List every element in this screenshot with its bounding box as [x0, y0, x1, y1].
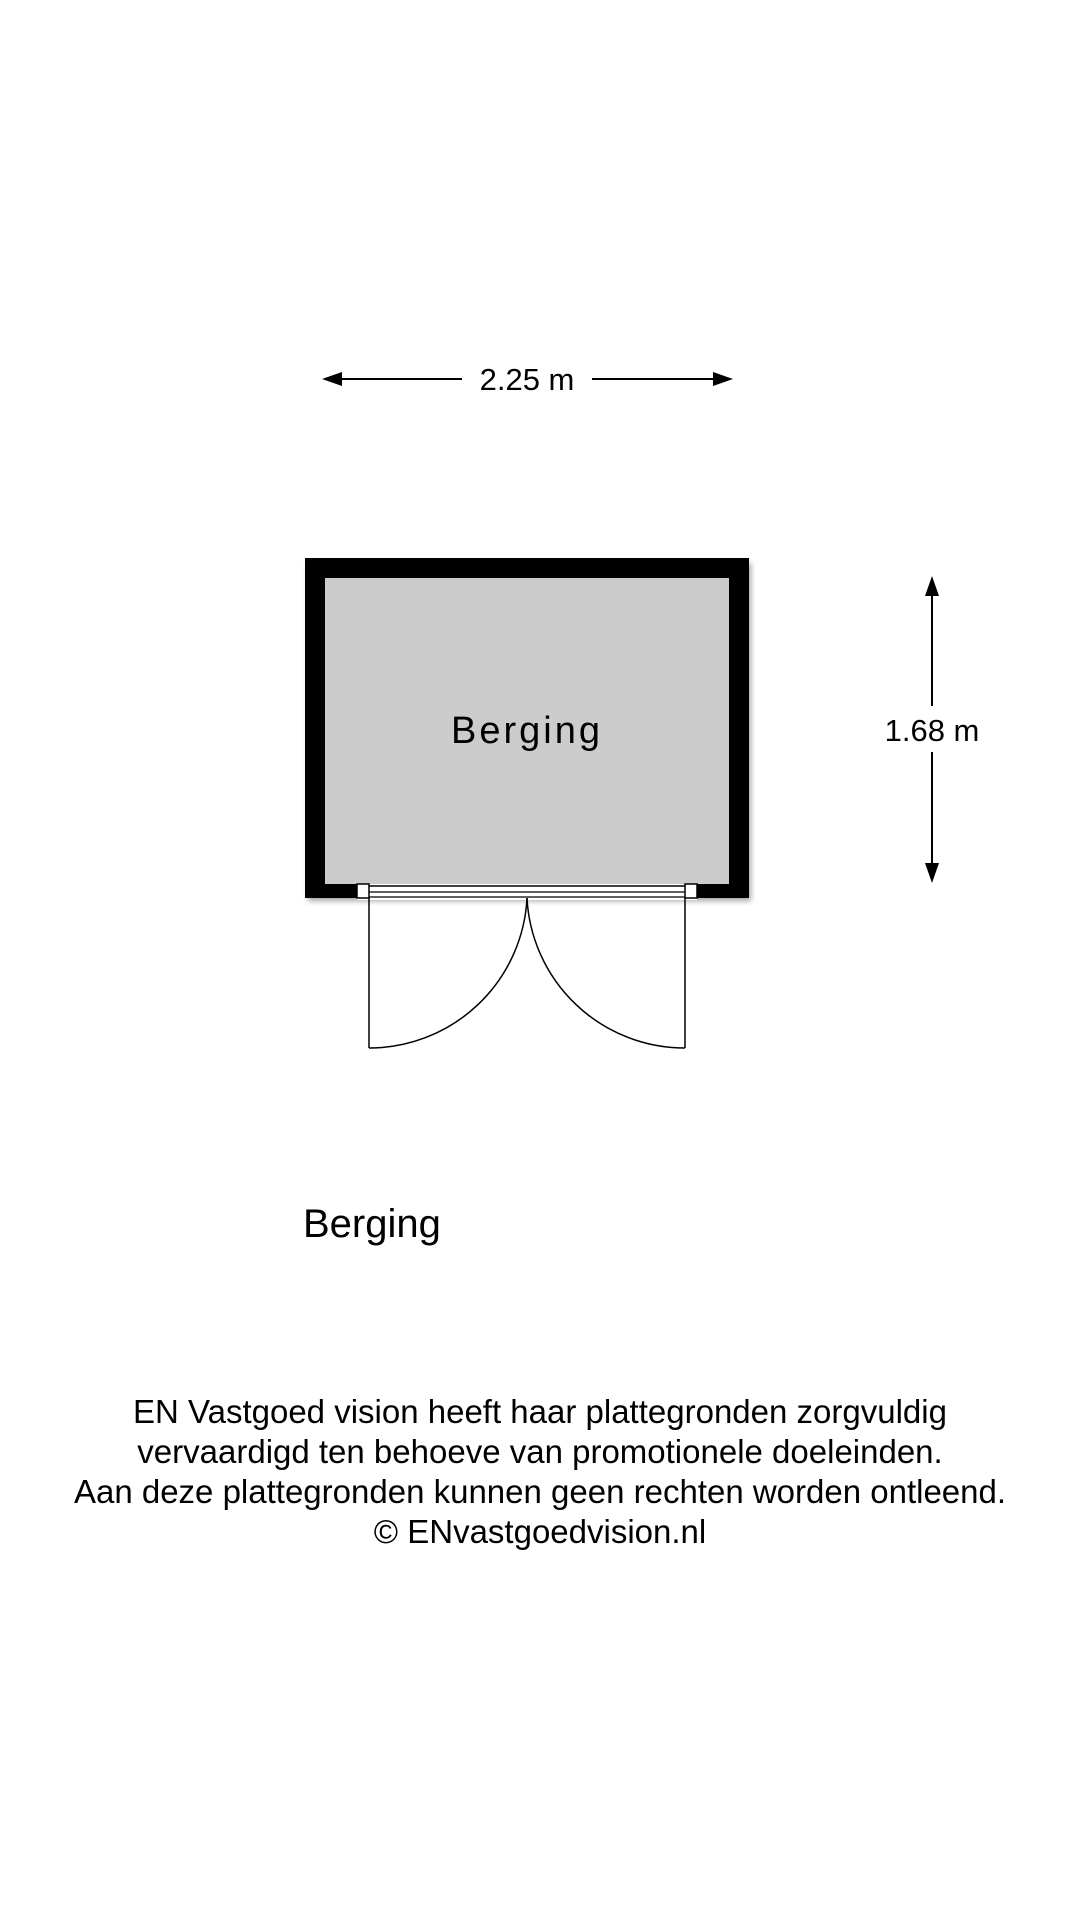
- height-label: 1.68 m: [884, 713, 980, 748]
- disclaimer-line: EN Vastgoed vision heeft haar plattegronden zorgvuldig: [133, 1393, 947, 1430]
- width-label: 2.25 m: [479, 362, 575, 397]
- room-berging: [305, 558, 751, 901]
- disclaimer-line: vervaardigd ten behoeve van promotionele doeleinden.: [137, 1433, 943, 1470]
- door-swing-left: [369, 898, 527, 1048]
- copyright-line: © ENvastgoedvision.nl: [373, 1513, 707, 1550]
- width-dimension: [322, 362, 733, 397]
- door-swing-right: [527, 898, 685, 1048]
- floor-title: Berging: [303, 1202, 441, 1246]
- height-dimension: [885, 576, 980, 883]
- disclaimer-line: Aan deze plattegronden kunnen geen rechten worden ontleend.: [73, 1473, 1007, 1510]
- room-label: Berging: [451, 710, 603, 752]
- double-door: [369, 898, 685, 1048]
- disclaimer: [0, 1392, 1080, 1552]
